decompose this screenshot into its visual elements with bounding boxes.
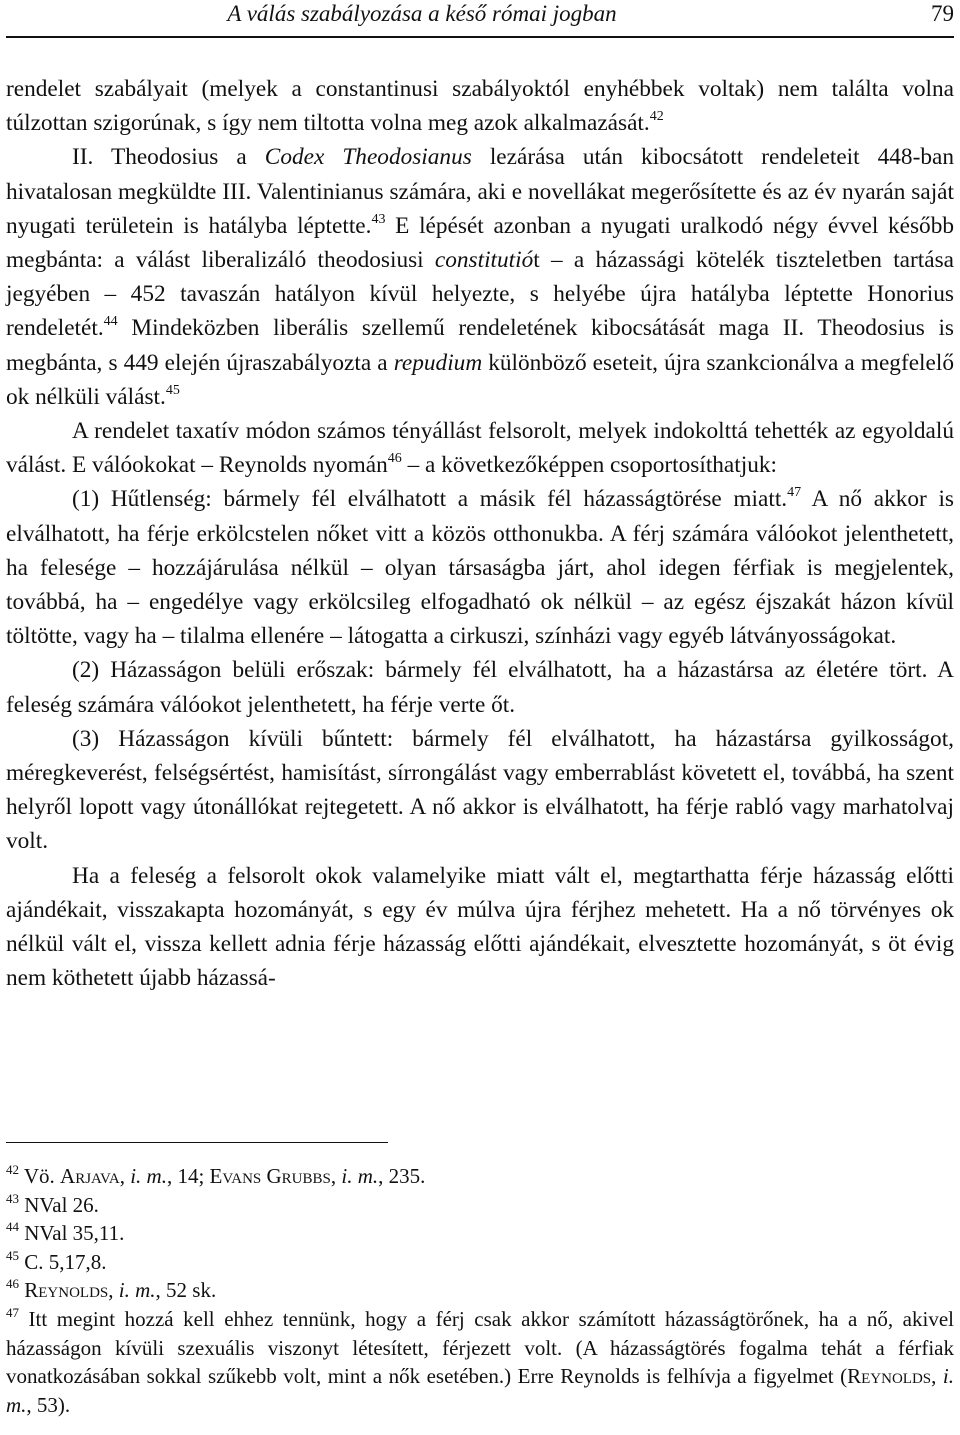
paragraph-7: Ha a feleség a felsorolt okok valamelyike miatt vált el, megtarthatta férje házasság előtti ajándékait, visszakapta hozományát, s egy év múlva újra férjhez mehetett. Ha a nő törvényes ok nélkül vált el, vissza kellett adnia férje házasság előtti ajándékait, elvesztette hozományát, s öt évig nem köthetett újabb házassá- (6, 862, 954, 992)
footnote-ref-45: 45 (165, 382, 180, 398)
footnote-ref-44: 44 (103, 314, 118, 330)
footnote-44: $^{44}$ NVal 35,11. (6, 1219, 125, 1246)
footnote-42: $^{42}$ Vö. Arjava, i. m., 14; Evans Grubbs, i. m., 235. (6, 1162, 426, 1188)
paragraph-2: II. Theodosius a Codex Theodosianus lezárása után kibocsátott rendeleteit 448-ban hivatalosan megküldte III. Valentinianus számára, aki e novellákat megerősítette és az év nyarán saját nyugati területein is hatályba léptette.$^{43}$ E lépését azonban a nyugati uralkodó négy évvel később megbánta: a válást liberalizáló theodosiusi constitutiót – a házassági kötelék tiszteletben tartása jegyében – 452 tavaszán hatályon kívül helyezte, s helyébe újra hatályba léptette Honorius rendeletét.$^{44}$ Mindeközben liberális szellemű rendeletének kibocsátását maga II. Theodosius is megbánta, s 449 elején újraszabályozta a repudium különböző eseteit, újra szankcionálva a megfelelő ok nélküli válást.$^{45}$ (6, 144, 954, 410)
page-number: 79 (931, 1, 954, 26)
footnote-45: $^{45}$ C. 5,17,8. (6, 1247, 107, 1274)
footnote-ref-43: 43 (371, 211, 386, 227)
running-head (6, 0, 954, 28)
footnote-46: $^{46}$ Reynolds, i. m., 52 sk. (6, 1276, 217, 1303)
running-title: A válás szabályozása a késő római jogban (227, 1, 617, 26)
paragraph-3: A rendelet taxatív módon számos tényállást felsorolt, melyek indokolttá tehették az egyoldalú válást. E válóokokat – Reynolds nyomán$^{46}$ – a következőképpen csoportosíthatjuk: (6, 418, 954, 479)
footnote-43: $^{43}$ NVal 26. (6, 1190, 99, 1217)
footnotes (6, 1162, 954, 1419)
paragraph-4: (1) Hűtlenség: bármely fél elválhatott a másik fél házasságtörése miatt.$^{47}$ A nő akkor is elválhatott, ha férje erkölcstelen nőket vitt a közös otthonukba. A férj számára válóokot jelenthetett, ha felesége – hozzájárulása nélkül – olyan társaságba járt, ahol idegen férfiak is megjelentek, továbbá, ha – engedélye vagy erkölcsileg elfogadható ok nélkül – az egész éjszakát házon kívül töltötte, vagy ha – tilalma ellenére – látogatta a cirkuszi, színházi vagy egyéb látványosságokat. (6, 485, 954, 650)
footnote-ref-47: 47 (787, 485, 802, 501)
header-rule (6, 36, 954, 38)
footnote-47: $^{47}$ Itt megint hozzá kell ehhez tennünk, hogy a férj csak akkor számított házasságtörőnek, ha a nő, akivel házasságon kívüli szexuális viszonyt létesített, férjezett volt. (A házasságtörés fogalma tehát a férfiak vonatkozásában sokkal szűkebb volt, mint a nők esetében.) Erre Reynolds is felhívja a figyelmet (Reynolds, i. m., 53). (6, 1304, 954, 1417)
footnote-rule (6, 1142, 388, 1143)
paragraph-1: rendelet szabályait (melyek a constantinusi szabályoktól enyhébbek voltak) nem találta volna túlzottan szigorúnak, s így nem tiltotta volna meg azok alkalmazását.$^{42}$ (6, 76, 954, 137)
footnote-ref-42: 42 (649, 109, 664, 125)
body-text (6, 72, 954, 995)
paragraph-6: (3) Házasságon kívüli bűntett: bármely fél elválhatott, ha házastársa gyilkosságot, méregkeverést, felségsértést, hamisítást, sírrongálást vagy emberrablást követett el, továbbá, ha szent helyről lopott vagy útonállókat rejtegetett. A nő akkor is elválhatott, ha férje rabló vagy marhatolvaj volt. (6, 725, 954, 855)
footnote-ref-46: 46 (387, 451, 402, 467)
paragraph-5: (2) Házasságon belüli erőszak: bármely fél elválhatott, ha a házastársa az életére tört. A feleség számára válóokot jelenthetett, ha férje verte őt. (6, 657, 954, 718)
